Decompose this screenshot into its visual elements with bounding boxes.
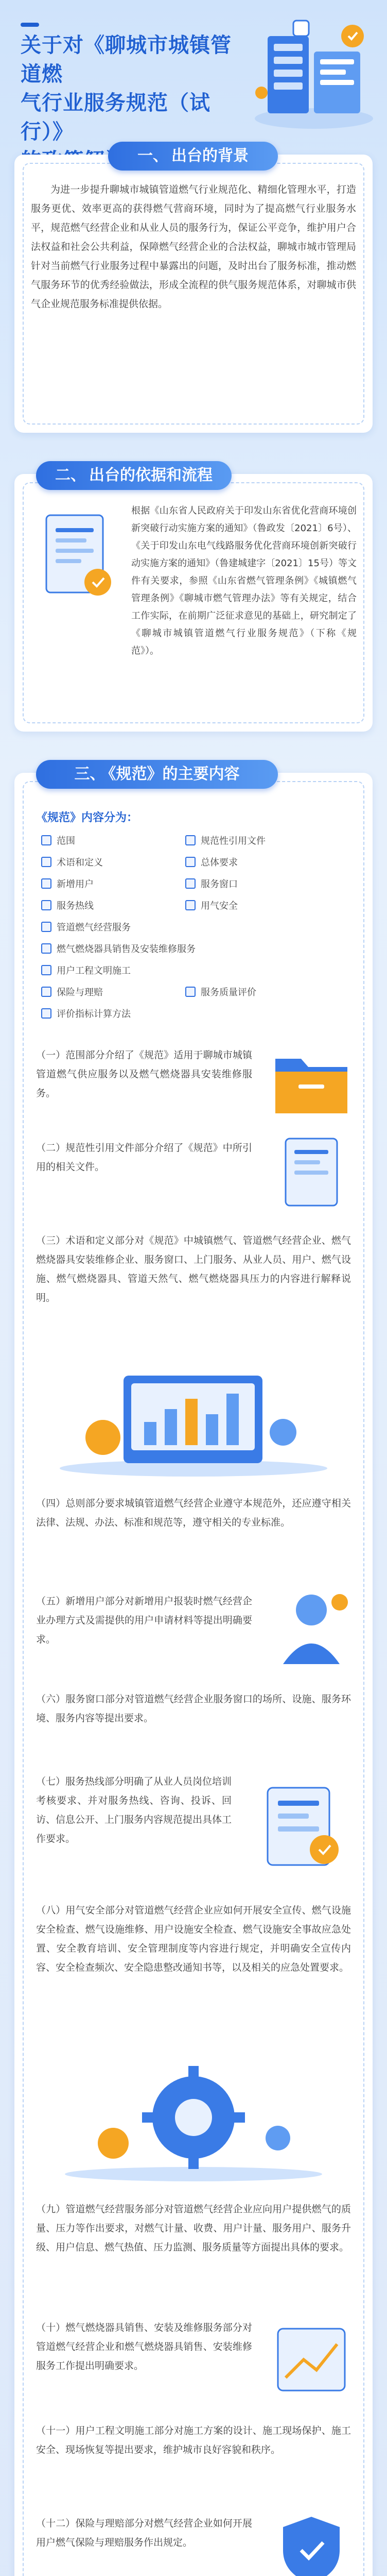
folder-icon — [268, 1041, 355, 1123]
shield-icon — [247, 1777, 350, 1875]
title-line-1: 关于对《聊城市城镇管道燃 — [21, 33, 232, 86]
content-para-4: （四）总则部分要求城镇管道燃气经营企业遵守本规范外，还应遵守相关法律、法规、办法、标准和规范等，遵守相关的专业标准。 — [36, 1498, 351, 1528]
city-gas-illustration — [247, 15, 376, 134]
list-item: 管道燃气经营服务 — [41, 921, 131, 935]
list-item: 服务热线 — [41, 900, 94, 913]
content-para-3: （三）术语和定义部分对《规范》中城镇燃气、管道燃气经营企业、燃气燃烧器具安装维修企业、服务窗口、上门服务、从业人员、用户、燃气设施、燃气燃烧器具、管道天然气、燃气燃烧器具压力的内容进行解释说明。 — [36, 1235, 351, 1303]
chart-icon — [36, 1360, 351, 1479]
section-1-body: 为进一步提升聊城市城镇管道燃气行业规范化、精细化管理水平，打造服务更优、效率更高的获得燃气营商环境，同时为了提高燃气行业服务水平，规范燃气经营企业和从业人员的服务行为，保证公平竞争，维护用户合法权益和社会公共利益，保障燃气经营企业的合法权益，聊城市城市管理局针对当前燃气行业服务过程中暴露出的问题，及时出台了服务标准，推动燃气服务环节的优秀经验做法，形成全流程的供气服务规范体系，对聊城市供气企业规范服务标准提供依据。 — [31, 184, 356, 310]
person-icon — [268, 1582, 355, 1669]
chart-icon — [268, 2318, 355, 2401]
content-para-5: （五）新增用户部分对新增用户报装时燃气经营企业办理方式及需提供的用户申请材料等提出明确要求。 — [36, 1596, 252, 1645]
section-2-title: 二、 出台的依据和流程 — [36, 461, 232, 490]
list-item: 规范性引用文件 — [185, 835, 266, 848]
list-item: 燃气燃烧器具销售及安装维修服务 — [41, 943, 196, 956]
section-2-body: 根据《山东省人民政府关于印发山东省优化营商环境创新突破行动实施方案的通知》（鲁政发〔2021〕6号）、《关于印发山东电气线路服务优化营商环境创新突破行动实施方案的通知》（鲁建城建字〔2021〕15号）等文件有关要求，参照《山东省燃气管理条例》《城镇燃气管理条例》《聊城市燃气管理办法》等有关规定，结合工作实际，在前期广泛征求意见的基础上，研究制定了《聊城市城镇管道燃气行业服务规范》（下称《规范》）。 — [131, 505, 357, 656]
list-item: 总体要求 — [185, 856, 238, 870]
content-para-2: （二）规范性引用文件部分介绍了《规范》中所引用的相关文件。 — [36, 1142, 252, 1173]
content-para-8: （八）用气安全部分对管道燃气经营企业应如何开展安全宣传、燃气设施安全检查、燃气设施维修、用户设施安全检查、燃气设施安全事故应急处置、安全教育培训、安全管理制度等内容进行规定，并明确安全宣传内容、安全检查频次、安全隐患整改通知书等，以及相关的应急处置要求。 — [36, 1905, 351, 1973]
list-item: 服务窗口 — [185, 878, 238, 891]
section-3-title: 三、 《规范》的主要内容 — [36, 760, 278, 789]
content-para-6: （六）服务窗口部分对管道燃气经营企业服务窗口的场所、设施、服务环境、服务内容等提出要求。 — [36, 1693, 351, 1724]
content-para-1: （一）范围部分介绍了《规范》适用于聊城市城镇管道燃气供应服务以及燃气燃烧器具安装维修服务。 — [36, 1049, 252, 1099]
list-item: 新增用户 — [41, 878, 94, 891]
content-list-title: 《规范》内容分为： — [36, 811, 138, 824]
list-item: 保险与理赔 — [41, 986, 103, 999]
list-item: 服务质量评价 — [185, 986, 256, 999]
list-item: 用气安全 — [185, 900, 238, 913]
list-item: 用户工程文明施工 — [41, 964, 131, 978]
hero-header — [0, 0, 387, 144]
gear-icon — [36, 2061, 351, 2184]
list-item: 术语和定义 — [41, 856, 103, 870]
list-item: 评价指标计算方法 — [41, 1008, 131, 1021]
title-line-2: 气行业服务规范（试行）》 — [21, 91, 210, 144]
document-icon — [31, 505, 124, 608]
shield-icon — [268, 2509, 355, 2576]
hero-accent-bar — [21, 23, 39, 27]
document-icon — [268, 1133, 355, 1211]
content-para-7: （七）服务热线部分明确了从业人员岗位培训考核要求、并对服务热线、咨询、投诉、回访、信息公开、上门服务内容规范提出具体工作要求。 — [36, 1776, 232, 1844]
content-para-9: （九）管道燃气经营服务部分对管道燃气经营企业应向用户提供燃气的质量、压力等作出要求，对燃气计量、收费、用户计量、服务用户、服务升级、用户信息、燃气热值、压力监测、服务质量等方面提出具体的要求。 — [36, 2204, 351, 2253]
content-para-11: （十一）用户工程文明施工部分对施工方案的设计、施工现场保护、施工安全、现场恢复等提出要求，维护城市良好容貌和秩序。 — [36, 2425, 351, 2455]
content-para-10: （十）燃气燃烧器具销售、安装及维修服务部分对管道燃气经营企业和燃气燃烧器具销售、安装维修服务工作提出明确要求。 — [36, 2322, 252, 2371]
list-item: 范围 — [41, 835, 75, 848]
content-para-12: （十二）保险与理赔部分对燃气经营企业如何开展用户燃气保险与理赔服务作出规定。 — [36, 2518, 252, 2548]
section-1-title: 一、 出台的背景 — [108, 142, 278, 171]
